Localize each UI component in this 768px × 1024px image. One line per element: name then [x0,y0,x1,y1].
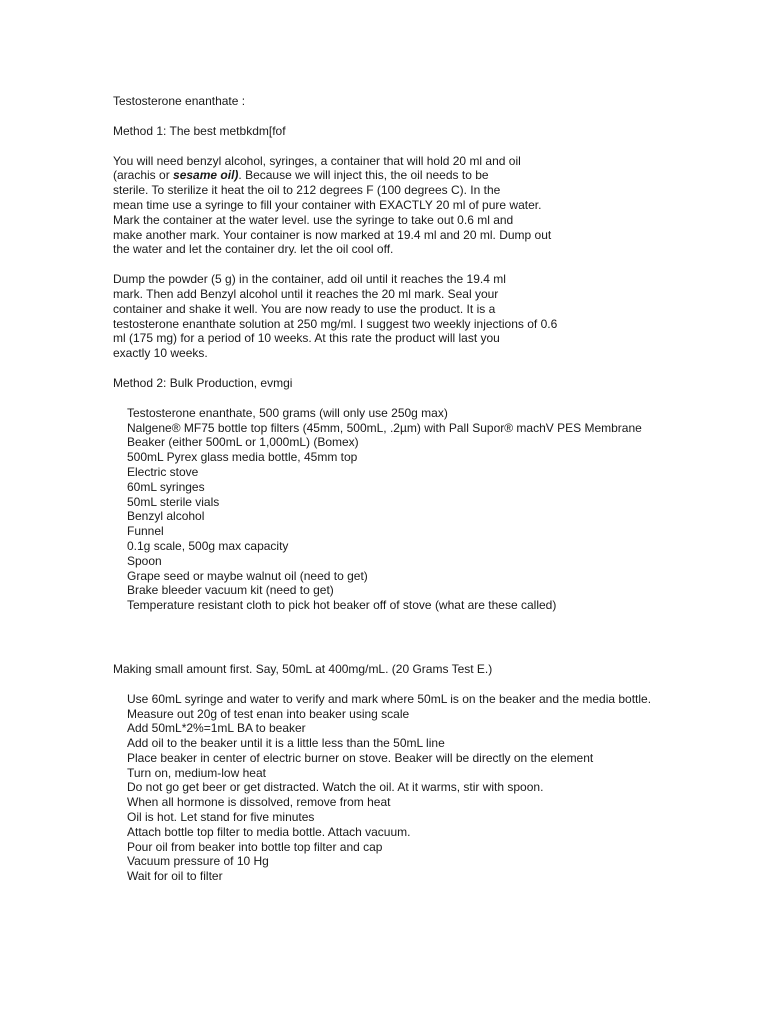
list-item: Oil is hot. Let stand for five minutes [127,810,315,825]
text-run: (arachis or [113,168,174,183]
paragraph-line: You will need benzyl alcohol, syringes, a container that will hold 20 ml and oil [113,153,521,168]
paragraph-line: container and shake it well. You are now ready to use the product. It is a [113,301,496,316]
text-run: . Because we will inject this, the oil needs to be [238,168,489,183]
paragraph-line: mean time use a syringe to fill your container with EXACTLY 20 ml of pure water. [113,197,542,212]
small-batch-heading: Making small amount first. Say, 50mL at 400mg/mL. (20 Grams Test E.) [113,661,493,676]
list-item: 60mL syringes [127,479,205,494]
list-item: 50mL sterile vials [127,494,220,509]
paragraph-line: Dump the powder (5 g) in the container, add oil until it reaches the 19.4 ml [113,272,506,287]
paragraph-line: make another mark. Your container is now marked at 19.4 ml and 20 ml. Dump out [113,227,552,242]
list-item: Spoon [127,553,162,568]
method2-heading: Method 2: Bulk Production, evmgi [113,375,293,390]
paragraph-1 [113,154,733,258]
steps-list [113,692,733,884]
list-item: Vacuum pressure of 10 Hg [127,854,269,869]
list-item: 0.1g scale, 500g max capacity [127,538,289,553]
list-item: Pour oil from beaker into bottle top filter and cap [127,839,383,854]
paragraph-line [113,168,733,183]
document-page [113,94,733,884]
list-item: When all hormone is dissolved, remove from heat [127,795,391,810]
list-item: Place beaker in center of electric burner on stove. Beaker will be directly on the element [127,750,594,765]
list-item: Benzyl alcohol [127,509,205,524]
paragraph-line: exactly 10 weeks. [113,346,208,361]
paragraph-2 [113,272,733,361]
list-item: Brake bleeder vacuum kit (need to get) [127,583,334,598]
paragraph-line: ml (175 mg) for a period of 10 weeks. At this rate the product will last you [113,331,500,346]
list-item: Add oil to the beaker until it is a little less than the 50mL line [127,736,445,751]
supplies-list [113,406,733,613]
paragraph-line: mark. Then add Benzyl alcohol until it reaches the 20 ml mark. Seal your [113,286,499,301]
list-item: Grape seed or maybe walnut oil (need to get) [127,568,368,583]
method1-heading: Method 1: The best metbkdm[fof [113,123,286,138]
list-item: Use 60mL syringe and water to verify and mark where 50mL is on the beaker and the media bottle. [127,691,652,706]
list-item: Funnel [127,524,164,539]
emphasized-text: sesame oil) [173,168,239,183]
list-item: Electric stove [127,464,199,479]
list-item: 500mL Pyrex glass media bottle, 45mm top [127,450,358,465]
document-title: Testosterone enanthate : [113,94,246,108]
list-item: Do not go get beer or get distracted. Watch the oil. At it warms, stir with spoon. [127,780,544,795]
paragraph-line: the water and let the container dry. let the oil cool off. [113,242,394,257]
list-item: Temperature resistant cloth to pick hot beaker off of stove (what are these called) [127,598,557,613]
list-item: Add 50mL*2%=1mL BA to beaker [127,721,306,736]
list-item: Nalgene® MF75 bottle top filters (45mm, 500mL, .2µm) with Pall Supor® machV PES Membrane [127,420,642,435]
list-item: Testosterone enanthate, 500 grams (will only use 250g max) [127,405,448,420]
paragraph-line: sterile. To sterilize it heat the oil to 212 degrees F (100 degrees C). In the [113,183,501,198]
paragraph-line: testosterone enanthate solution at 250 mg/ml. I suggest two weekly injections of 0.6 [113,316,558,331]
list-item: Turn on, medium-low heat [127,765,266,780]
list-item: Attach bottle top filter to media bottle. Attach vacuum. [127,824,411,839]
list-item: Wait for oil to filter [127,869,223,884]
paragraph-line: Mark the container at the water level. use the syringe to take out 0.6 ml and [113,212,514,227]
list-item: Measure out 20g of test enan into beaker using scale [127,706,410,721]
list-item: Beaker (either 500mL or 1,000mL) (Bomex) [127,435,359,450]
